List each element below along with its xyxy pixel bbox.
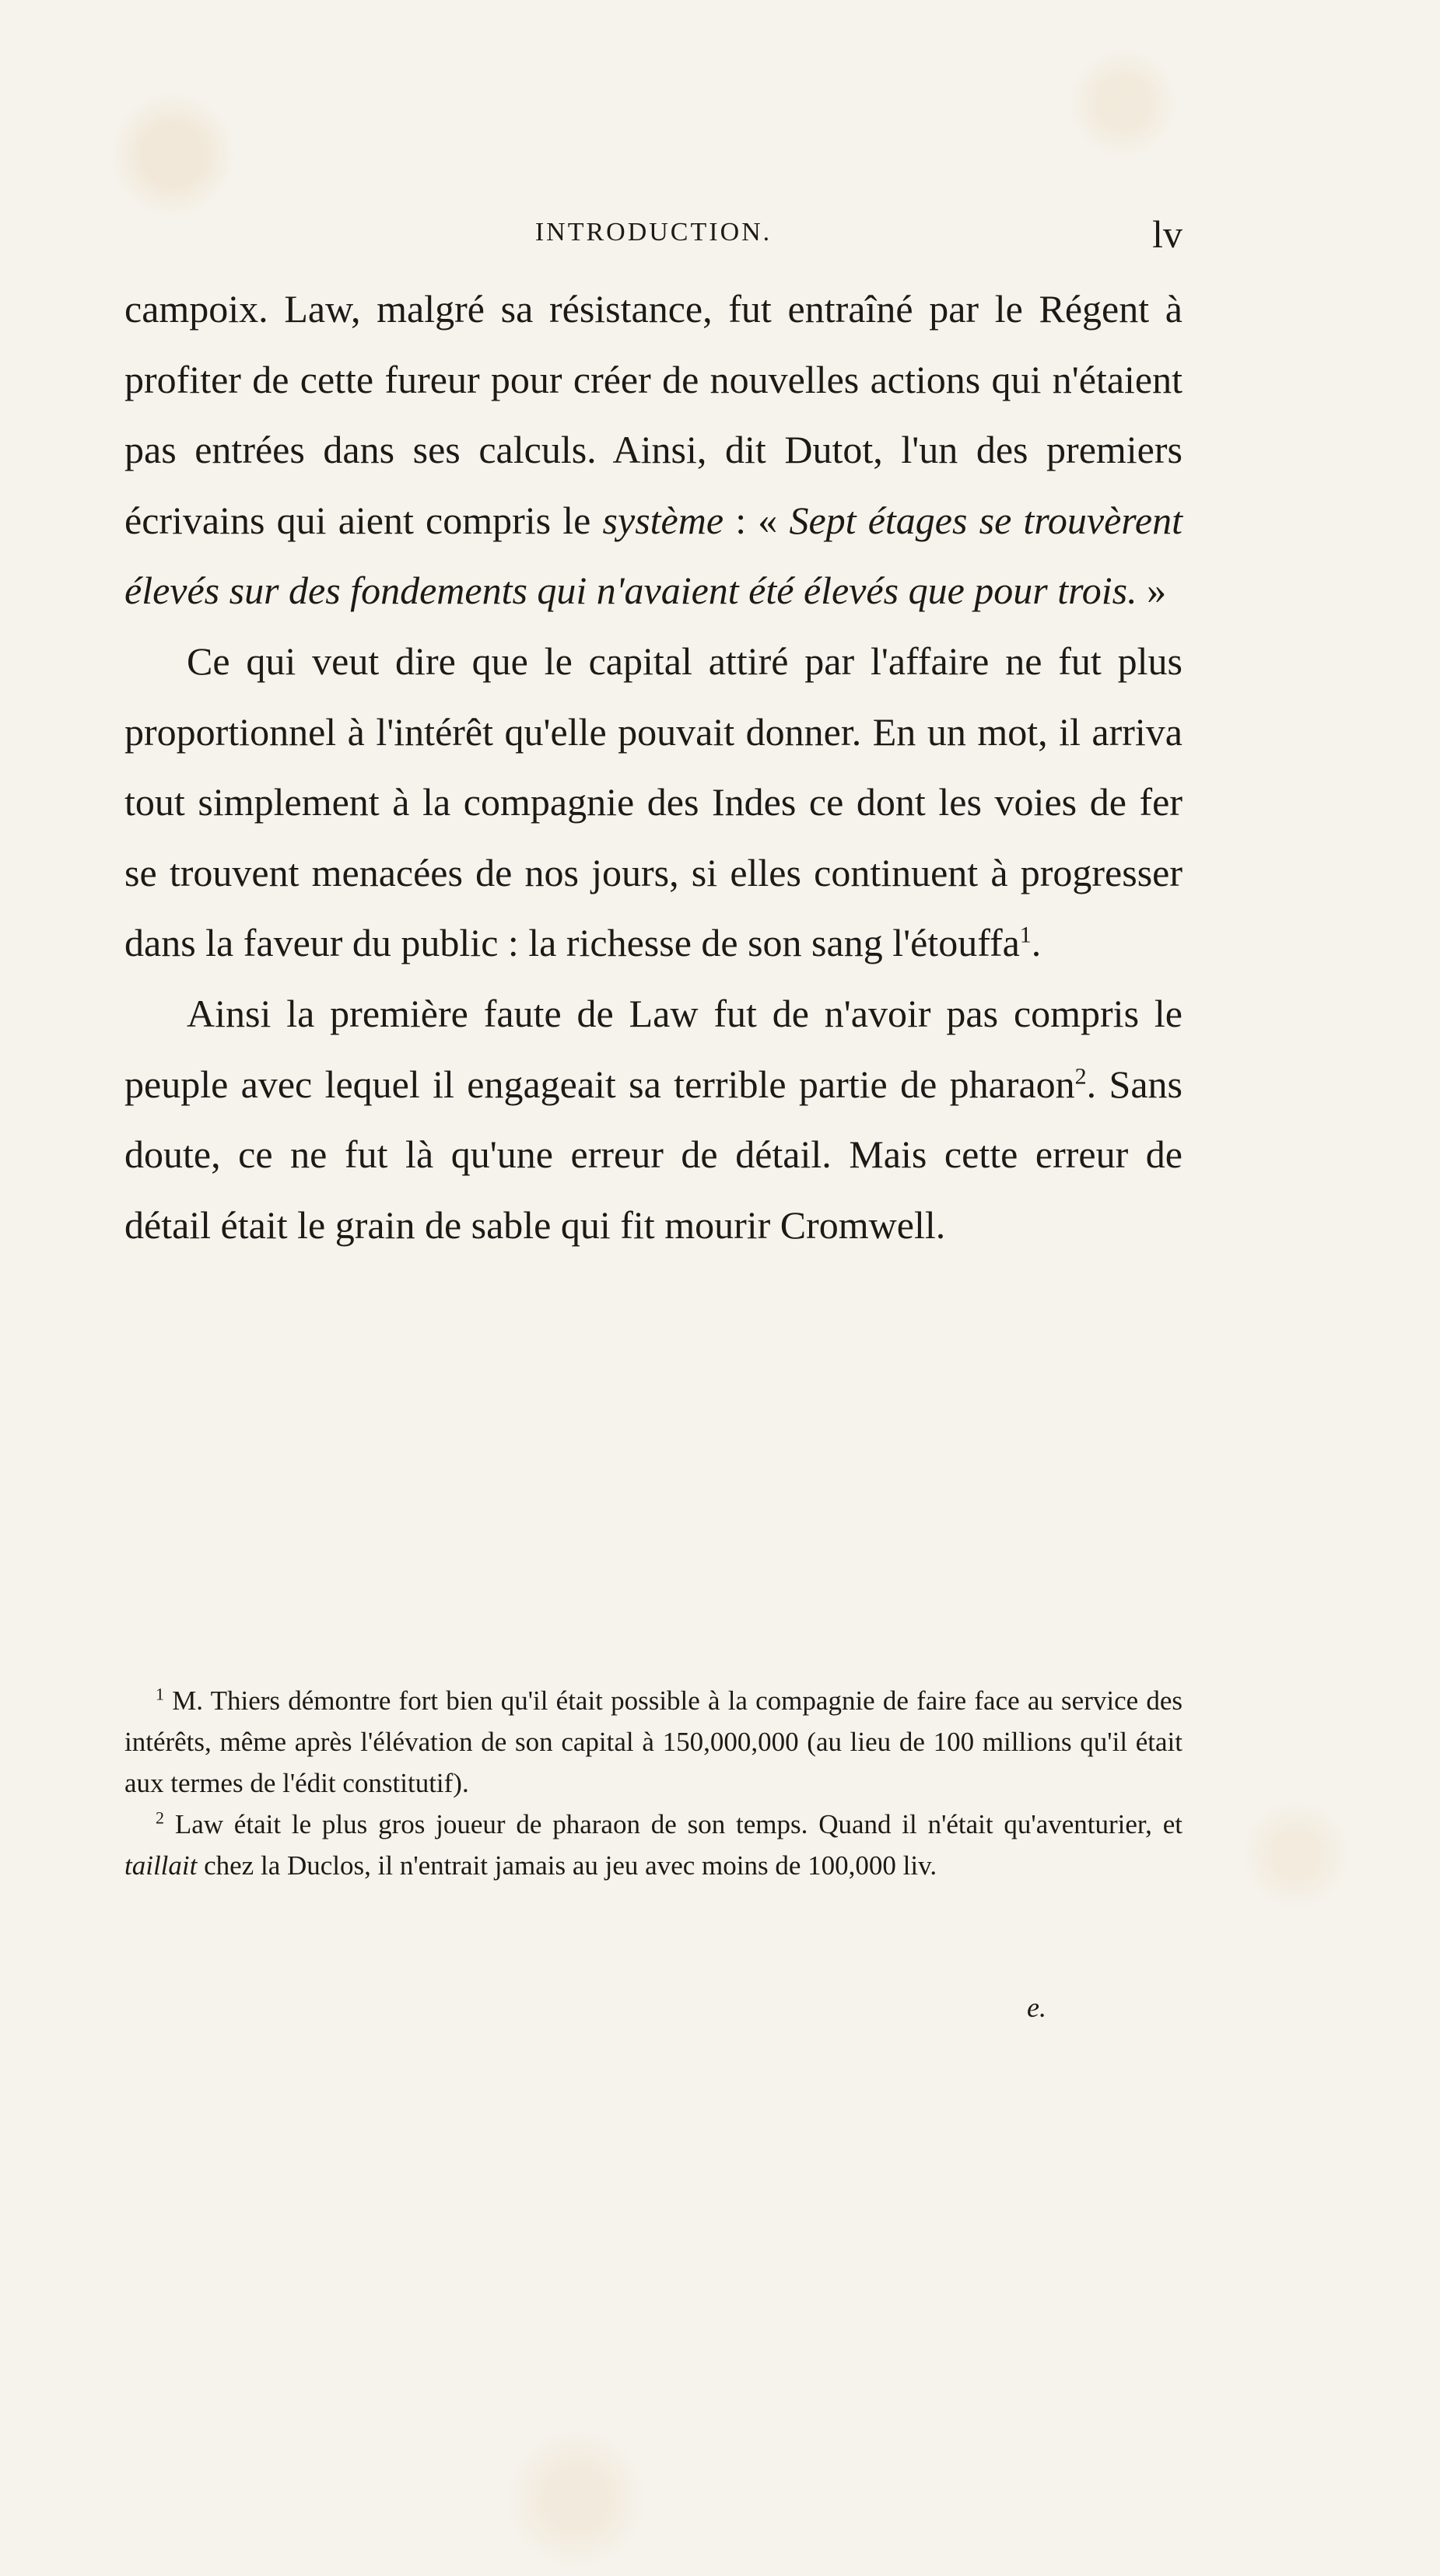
signature-mark: e. bbox=[1027, 1992, 1046, 2023]
footnote-1-mark: 1 bbox=[156, 1684, 164, 1704]
footnote-1-text: M. Thiers démontre fort bien qu'il était possible à la compagnie de faire face au service des intérêts, même après l'élévation de son capital à 150,000,000 (au lieu de 100 millions qu'il était aux termes de l'édit constitutif). bbox=[124, 1685, 1182, 1798]
page-number: lv bbox=[1152, 212, 1182, 256]
footnote-ref-2[interactable]: 2 bbox=[1074, 1062, 1087, 1089]
paragraph-1 bbox=[124, 274, 1182, 626]
paragraph-1-text-b: : « bbox=[724, 498, 790, 542]
footnote-2-italic: taillait bbox=[124, 1850, 198, 1881]
footnotes bbox=[124, 1680, 1182, 1886]
footnote-2-mark: 2 bbox=[156, 1808, 164, 1828]
paragraph-1-text-c: » bbox=[1137, 569, 1167, 613]
paragraph-1-text-a: campoix. Law, malgré sa résistance, fut entraîné par le Régent à profiter de cette fureur pour créer de nouvelles actions qui n'étaient pas entrées dans ses calculs. Ainsi, dit Dutot, l'un des premiers écrivains qui aient compris le bbox=[124, 287, 1182, 542]
footnote-2 bbox=[124, 1804, 1182, 1886]
paragraph-1-quote: Sept étages se trouvèrent élevés sur des fondements qui n'avaient été élevés que pour trois. bbox=[124, 498, 1182, 613]
running-head bbox=[124, 212, 1182, 264]
paragraph-2-text-a: Ce qui veut dire que le capital attiré par l'affaire ne fut plus proportionnel à l'intérêt qu'elle pouvait donner. En un mot, il arriva tout simplement à la compagnie des Indes ce dont les voies de fer se trouvent menacées de nos jours, si elles continuent à progresser dans la faveur du public : la richesse de son sang l'étouffa bbox=[124, 639, 1182, 965]
footnote-ref-1[interactable]: 1 bbox=[1019, 922, 1032, 948]
paragraph-3 bbox=[124, 978, 1182, 1260]
body-text bbox=[124, 274, 1182, 1260]
footnote-2-text-a: Law était le plus gros joueur de pharaon de son temps. Quand il n'était qu'aventurier, et bbox=[174, 1809, 1183, 1839]
running-title: INTRODUCTION. bbox=[534, 218, 773, 247]
footnote-2-text-b: chez la Duclos, il n'entrait jamais au jeu avec moins de 100,000 liv. bbox=[197, 1850, 937, 1881]
paragraph-3-text-a: Ainsi la première faute de Law fut de n'avoir pas compris le peuple avec lequel il engageait sa terrible partie de pharaon bbox=[124, 991, 1182, 1106]
paragraph-2-text-b: . bbox=[1031, 921, 1042, 965]
paragraph-1-italic-systeme: système bbox=[602, 498, 724, 542]
paragraph-2 bbox=[124, 626, 1182, 978]
paragraph-3-text-b: . Sans doute, ce ne fut là qu'une erreur de détail. Mais cette erreur de détail était le grain de sable qui fit mourir Cromwell. bbox=[124, 1062, 1182, 1247]
footnote-1 bbox=[124, 1680, 1182, 1804]
